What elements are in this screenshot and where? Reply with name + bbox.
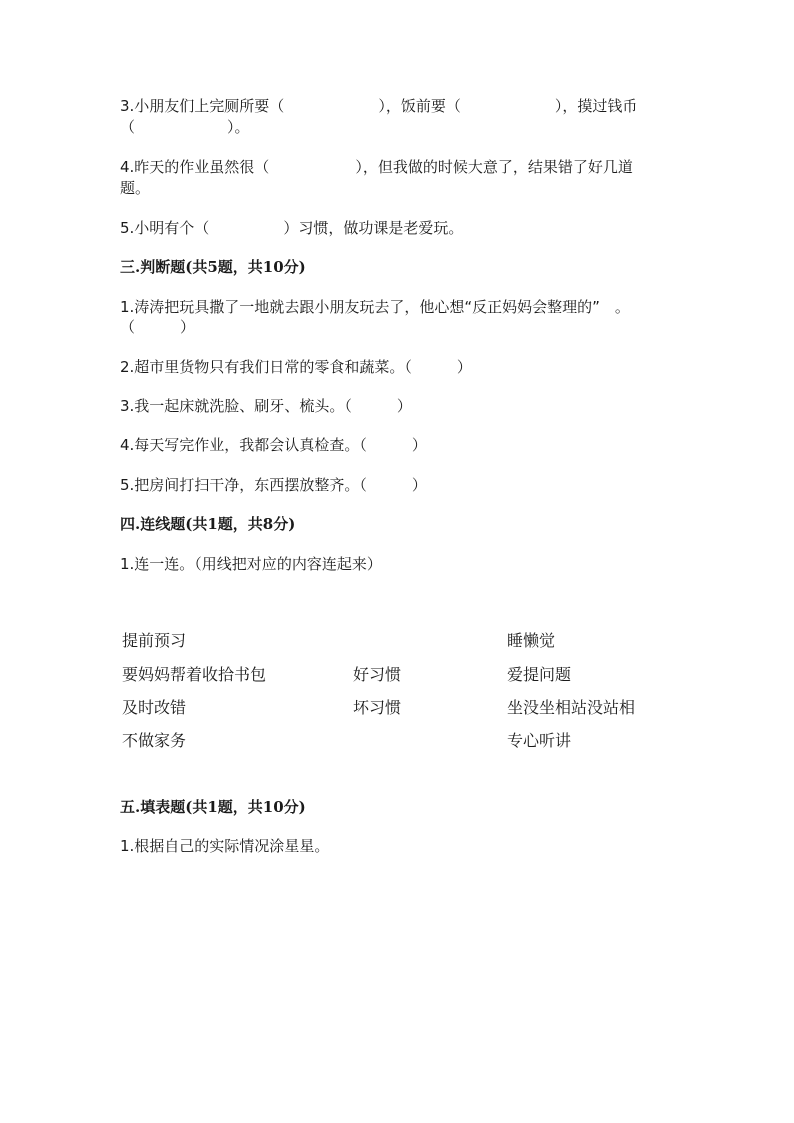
judge-question-4[interactable]: 4.每天写完作业，我都会认真检查。（ ）: [120, 436, 427, 454]
section-title-judge: 三.判断题(共5题，共10分): [120, 258, 306, 276]
match-left-item[interactable]: 不做家务: [122, 731, 187, 750]
q4-text-a: 4.昨天的作业虽然很（: [120, 158, 270, 176]
q3-text-a: 3.小朋友们上完厕所要（: [120, 97, 285, 115]
judge-question-1-line1: 1.涛涛把玩具撒了一地就去跟小朋友玩去了，他心想“反正妈妈会整理的” 。: [120, 298, 630, 316]
judge-question-3[interactable]: 3.我一起床就洗脸、刷牙、梳头。（ ）: [120, 397, 412, 415]
fill-question-3-line2: [120, 117, 680, 137]
match-middle-item[interactable]: 坏习惯: [353, 698, 402, 717]
table-question-1: 1.根据自己的实际情况涂星星。: [120, 837, 330, 855]
match-right-item[interactable]: 坐没坐相站没站相: [507, 698, 636, 717]
q3-text-b: ），饭前要（: [378, 97, 461, 115]
fill-question-4-line2: 题。: [120, 179, 151, 197]
q3-text-d: （: [120, 118, 136, 136]
section-title-match: 四.连线题(共1题，共8分): [120, 515, 296, 533]
q3-text-c: ），摸过钱币: [554, 97, 638, 115]
fill-question-3-line1: [120, 96, 680, 116]
section-title-table: 五.填表题(共1题，共10分): [120, 798, 306, 816]
q4-text-b: ），但我做的时候大意了，结果错了好几道: [355, 158, 633, 176]
judge-question-5[interactable]: 5.把房间打扫干净，东西摆放整齐。（ ）: [120, 476, 427, 494]
match-left-item[interactable]: 提前预习: [122, 631, 187, 650]
judge-question-2[interactable]: 2.超市里货物只有我们日常的零食和蔬菜。（ ）: [120, 358, 472, 376]
q3-text-e: ）。: [227, 118, 250, 136]
judge-question-1-line2[interactable]: （ ）: [120, 318, 196, 336]
fill-question-5: [120, 218, 680, 238]
q5-text-a: 5.小明有个（: [120, 219, 210, 237]
match-right-item[interactable]: 睡懒觉: [507, 631, 556, 650]
match-left-item[interactable]: 要妈妈帮着收拾书包: [122, 665, 267, 684]
match-right-item[interactable]: 爱提问题: [507, 665, 572, 684]
q5-text-b: ）习惯，做功课是老爱玩。: [283, 219, 464, 237]
match-right-item[interactable]: 专心听讲: [507, 731, 572, 750]
match-question-1: 1.连一连。（用线把对应的内容连起来）: [120, 555, 382, 573]
fill-question-4-line1: [120, 157, 680, 177]
match-middle-item[interactable]: 好习惯: [353, 665, 402, 684]
match-left-item[interactable]: 及时改错: [122, 698, 187, 717]
